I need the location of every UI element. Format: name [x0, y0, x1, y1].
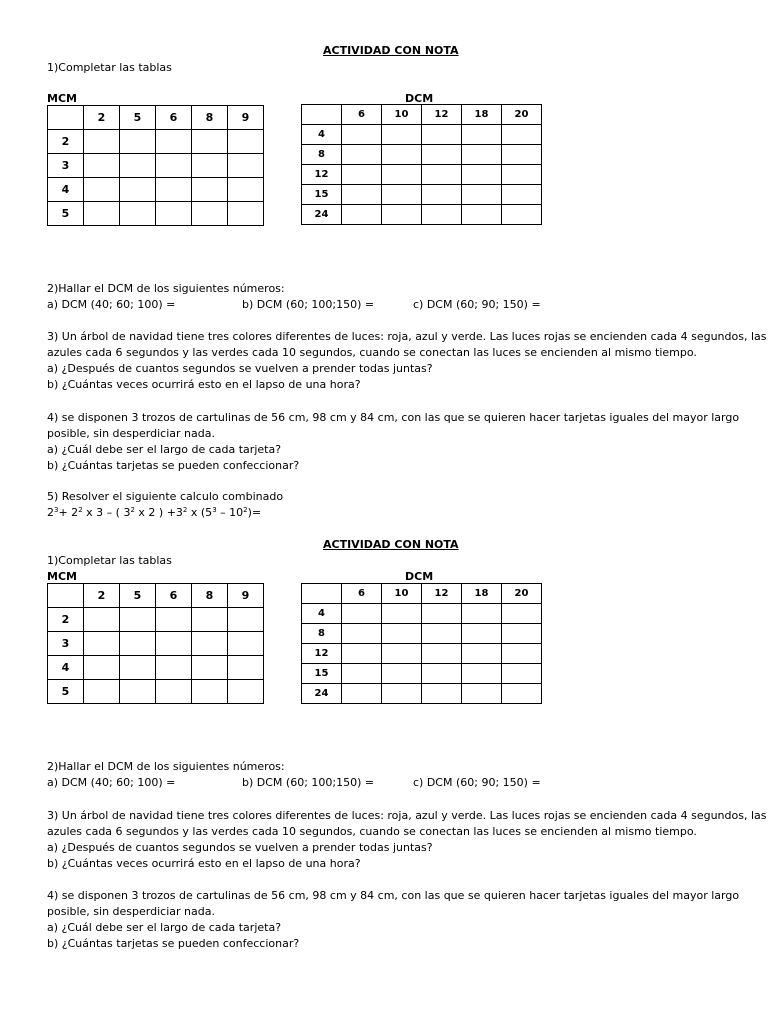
question-4-line: posible, sin desperdiciar nada.: [47, 427, 215, 440]
answer-cell[interactable]: [382, 664, 422, 684]
question-2c: c) DCM (60; 90; 150) =: [413, 298, 541, 311]
answer-cell[interactable]: [156, 680, 192, 704]
activity-title: ACTIVIDAD CON NOTA: [323, 44, 459, 57]
mcm-table: [47, 583, 264, 704]
answer-cell[interactable]: [84, 202, 120, 226]
row-header-cell: 4: [48, 178, 84, 202]
table-corner-cell: [302, 584, 342, 604]
answer-cell[interactable]: [422, 205, 462, 225]
answer-cell[interactable]: [382, 604, 422, 624]
answer-cell[interactable]: [382, 185, 422, 205]
table-header-row: [48, 584, 264, 608]
mcm-label: MCM: [47, 92, 77, 105]
table-header-cell: 5: [120, 584, 156, 608]
answer-cell[interactable]: [462, 624, 502, 644]
row-header-cell: 2: [48, 608, 84, 632]
answer-cell[interactable]: [502, 165, 542, 185]
table-header-cell: 6: [156, 106, 192, 130]
table-corner-cell: [48, 106, 84, 130]
question-4b: b) ¿Cuántas tarjetas se pueden confeccionar?: [47, 937, 300, 950]
row-header-cell: 24: [302, 684, 342, 704]
dcm-table: [301, 583, 542, 704]
question-2-intro: 2)Hallar el DCM de los siguientes números:: [47, 760, 285, 773]
answer-cell[interactable]: [156, 608, 192, 632]
table-header-cell: 6: [342, 105, 382, 125]
answer-cell[interactable]: [422, 165, 462, 185]
table-row: [302, 644, 542, 664]
table-header-row: [48, 106, 264, 130]
answer-cell[interactable]: [342, 684, 382, 704]
answer-cell[interactable]: [382, 684, 422, 704]
answer-cell[interactable]: [462, 684, 502, 704]
answer-cell[interactable]: [462, 205, 502, 225]
table-header-cell: 2: [84, 106, 120, 130]
expr-part: x 2 ) +3: [134, 506, 183, 519]
answer-cell[interactable]: [342, 644, 382, 664]
answer-cell[interactable]: [422, 664, 462, 684]
question-3b: b) ¿Cuántas veces ocurrirá esto en el lapso de una hora?: [47, 857, 361, 870]
answer-cell[interactable]: [120, 178, 156, 202]
answer-cell[interactable]: [502, 205, 542, 225]
question-3a: a) ¿Después de cuantos segundos se vuelven a prender todas juntas?: [47, 362, 433, 375]
table-header-cell: 8: [192, 106, 228, 130]
table-header-cell: 5: [120, 106, 156, 130]
answer-cell[interactable]: [342, 185, 382, 205]
exponent: 3: [54, 506, 59, 514]
answer-cell[interactable]: [228, 608, 264, 632]
answer-cell[interactable]: [228, 680, 264, 704]
table-row: [302, 125, 542, 145]
answer-cell[interactable]: [120, 656, 156, 680]
answer-cell[interactable]: [462, 644, 502, 664]
question-2-intro: 2)Hallar el DCM de los siguientes números:: [47, 282, 285, 295]
answer-cell[interactable]: [422, 145, 462, 165]
answer-cell[interactable]: [422, 624, 462, 644]
answer-cell[interactable]: [192, 680, 228, 704]
question-2b: b) DCM (60; 100;150) =: [242, 776, 375, 789]
dcm-table: [301, 104, 542, 225]
table-corner-cell: [302, 105, 342, 125]
row-header-cell: 5: [48, 202, 84, 226]
question-1-label: 1)Completar las tablas: [47, 554, 172, 567]
table-row: [48, 656, 264, 680]
question-5-intro: 5) Resolver el siguiente calculo combinado: [47, 490, 284, 503]
answer-cell[interactable]: [84, 680, 120, 704]
expr-part: 2: [47, 506, 54, 519]
question-1-label: 1)Completar las tablas: [47, 61, 172, 74]
row-header-cell: 15: [302, 664, 342, 684]
table-row: [48, 130, 264, 154]
question-4b: b) ¿Cuántas tarjetas se pueden confeccionar?: [47, 459, 300, 472]
answer-cell[interactable]: [462, 145, 502, 165]
answer-cell[interactable]: [156, 154, 192, 178]
exponent: 2: [182, 506, 188, 514]
answer-cell[interactable]: [192, 608, 228, 632]
question-2a: a) DCM (40; 60; 100) =: [47, 776, 176, 789]
answer-cell[interactable]: [422, 684, 462, 704]
answer-cell[interactable]: [156, 178, 192, 202]
table-header-cell: 18: [462, 105, 502, 125]
answer-cell[interactable]: [422, 185, 462, 205]
answer-cell[interactable]: [342, 205, 382, 225]
question-3b: b) ¿Cuántas veces ocurrirá esto en el lapso de una hora?: [47, 378, 361, 391]
answer-cell[interactable]: [120, 680, 156, 704]
exponent: 2: [78, 506, 83, 514]
answer-cell[interactable]: [120, 154, 156, 178]
table-header-cell: 8: [192, 584, 228, 608]
row-header-cell: 4: [48, 656, 84, 680]
answer-cell[interactable]: [228, 178, 264, 202]
row-header-cell: 3: [48, 154, 84, 178]
table-row: [48, 202, 264, 226]
answer-cell[interactable]: [462, 165, 502, 185]
table-header-cell: 10: [382, 105, 422, 125]
table-row: [48, 178, 264, 202]
table-row: [302, 185, 542, 205]
answer-cell[interactable]: [382, 644, 422, 664]
answer-cell[interactable]: [84, 178, 120, 202]
expr-part: x 3 – ( 3: [82, 506, 131, 519]
answer-cell[interactable]: [502, 684, 542, 704]
answer-cell[interactable]: [502, 644, 542, 664]
answer-cell[interactable]: [192, 154, 228, 178]
answer-cell[interactable]: [382, 145, 422, 165]
answer-cell[interactable]: [382, 205, 422, 225]
question-3-line: azules cada 6 segundos y las verdes cada 10 segundos, cuando se conectan las luces se encienden al mismo tiempo.: [47, 346, 697, 359]
row-header-cell: 12: [302, 644, 342, 664]
answer-cell[interactable]: [156, 656, 192, 680]
exponent: 3: [212, 506, 217, 514]
table-header-cell: 9: [228, 106, 264, 130]
question-4-line: posible, sin desperdiciar nada.: [47, 905, 215, 918]
question-3-block: [47, 329, 767, 393]
answer-cell[interactable]: [342, 125, 382, 145]
answer-cell[interactable]: [342, 664, 382, 684]
expr-part: + 2: [58, 506, 79, 519]
answer-cell[interactable]: [462, 125, 502, 145]
answer-cell[interactable]: [192, 656, 228, 680]
answer-cell[interactable]: [502, 185, 542, 205]
table-header-cell: 12: [422, 105, 462, 125]
question-3-line: azules cada 6 segundos y las verdes cada 10 segundos, cuando se conectan las luces se encienden al mismo tiempo.: [47, 825, 697, 838]
table-row: [48, 154, 264, 178]
question-2a: a) DCM (40; 60; 100) =: [47, 298, 176, 311]
row-header-cell: 8: [302, 624, 342, 644]
table-row: [302, 664, 542, 684]
answer-cell[interactable]: [120, 608, 156, 632]
table-header-cell: 9: [228, 584, 264, 608]
answer-cell[interactable]: [228, 632, 264, 656]
answer-cell[interactable]: [192, 178, 228, 202]
table-row: [48, 680, 264, 704]
answer-cell[interactable]: [228, 202, 264, 226]
answer-cell[interactable]: [120, 202, 156, 226]
table-header-cell: 18: [462, 584, 502, 604]
row-header-cell: 5: [48, 680, 84, 704]
answer-cell[interactable]: [120, 130, 156, 154]
table-row: [48, 608, 264, 632]
table-row: [302, 624, 542, 644]
combined-calculation-expression: [47, 506, 261, 519]
table-header-cell: 2: [84, 584, 120, 608]
answer-cell[interactable]: [84, 154, 120, 178]
table-row: [48, 632, 264, 656]
answer-cell[interactable]: [156, 130, 192, 154]
answer-cell[interactable]: [382, 165, 422, 185]
table-row: [302, 205, 542, 225]
expr-part: – 10: [216, 506, 244, 519]
mcm-label: MCM: [47, 570, 77, 583]
question-4a: a) ¿Cuál debe ser el largo de cada tarjeta?: [47, 921, 282, 934]
question-3-block: [47, 808, 767, 872]
table-header-row: [302, 584, 542, 604]
answer-cell[interactable]: [84, 656, 120, 680]
table-row: [302, 165, 542, 185]
answer-cell[interactable]: [382, 624, 422, 644]
answer-cell[interactable]: [228, 154, 264, 178]
answer-cell[interactable]: [342, 165, 382, 185]
exponent: 2: [243, 506, 248, 514]
answer-cell[interactable]: [156, 202, 192, 226]
question-4-block: [47, 410, 740, 474]
answer-cell[interactable]: [120, 632, 156, 656]
dcm-label: DCM: [405, 570, 434, 583]
expr-part: )=: [247, 506, 262, 519]
answer-cell[interactable]: [192, 202, 228, 226]
answer-cell[interactable]: [228, 130, 264, 154]
row-header-cell: 24: [302, 205, 342, 225]
dcm-label: DCM: [405, 92, 434, 105]
row-header-cell: 15: [302, 185, 342, 205]
row-header-cell: 4: [302, 125, 342, 145]
table-header-cell: 12: [422, 584, 462, 604]
answer-cell[interactable]: [228, 656, 264, 680]
question-2b: b) DCM (60; 100;150) =: [242, 298, 375, 311]
table-header-cell: 6: [342, 584, 382, 604]
answer-cell[interactable]: [342, 145, 382, 165]
table-corner-cell: [48, 584, 84, 608]
answer-cell[interactable]: [422, 644, 462, 664]
mcm-table: [47, 105, 264, 226]
answer-cell[interactable]: [192, 632, 228, 656]
table-header-cell: 20: [502, 105, 542, 125]
table-header-cell: 6: [156, 584, 192, 608]
answer-cell[interactable]: [192, 130, 228, 154]
question-3-line: 3) Un árbol de navidad tiene tres colores diferentes de luces: roja, azul y verde. Las luces rojas se encienden cada 4 segundos, las: [47, 330, 767, 343]
answer-cell[interactable]: [382, 125, 422, 145]
row-header-cell: 12: [302, 165, 342, 185]
question-3-line: 3) Un árbol de navidad tiene tres colores diferentes de luces: roja, azul y verde. Las luces rojas se encienden cada 4 segundos, las: [47, 809, 767, 822]
answer-cell[interactable]: [342, 604, 382, 624]
question-4-line: 4) se disponen 3 trozos de cartulinas de 56 cm, 98 cm y 84 cm, con las que se quieren hacer tarjetas iguales del mayor largo: [47, 411, 740, 424]
answer-cell[interactable]: [342, 624, 382, 644]
table-header-row: [302, 105, 542, 125]
table-row: [302, 604, 542, 624]
row-header-cell: 3: [48, 632, 84, 656]
table-header-cell: 20: [502, 584, 542, 604]
answer-cell[interactable]: [84, 608, 120, 632]
row-header-cell: 8: [302, 145, 342, 165]
table-row: [302, 684, 542, 704]
answer-cell[interactable]: [502, 604, 542, 624]
activity-title: ACTIVIDAD CON NOTA: [323, 538, 459, 551]
answer-cell[interactable]: [502, 125, 542, 145]
answer-cell[interactable]: [156, 632, 192, 656]
answer-cell[interactable]: [462, 664, 502, 684]
question-2c: c) DCM (60; 90; 150) =: [413, 776, 541, 789]
answer-cell[interactable]: [462, 604, 502, 624]
question-4-block: [47, 888, 740, 952]
question-4-line: 4) se disponen 3 trozos de cartulinas de 56 cm, 98 cm y 84 cm, con las que se quieren hacer tarjetas iguales del mayor largo: [47, 889, 740, 902]
question-3a: a) ¿Después de cuantos segundos se vuelven a prender todas juntas?: [47, 841, 433, 854]
exponent: 2: [130, 506, 135, 514]
answer-cell[interactable]: [462, 185, 502, 205]
answer-cell[interactable]: [422, 604, 462, 624]
answer-cell[interactable]: [84, 632, 120, 656]
answer-cell[interactable]: [84, 130, 120, 154]
answer-cell[interactable]: [502, 664, 542, 684]
answer-cell[interactable]: [502, 145, 542, 165]
answer-cell[interactable]: [422, 125, 462, 145]
table-header-cell: 10: [382, 584, 422, 604]
expr-part: x (5: [187, 506, 213, 519]
row-header-cell: 2: [48, 130, 84, 154]
answer-cell[interactable]: [502, 624, 542, 644]
row-header-cell: 4: [302, 604, 342, 624]
question-4a: a) ¿Cuál debe ser el largo de cada tarjeta?: [47, 443, 282, 456]
table-row: [302, 145, 542, 165]
